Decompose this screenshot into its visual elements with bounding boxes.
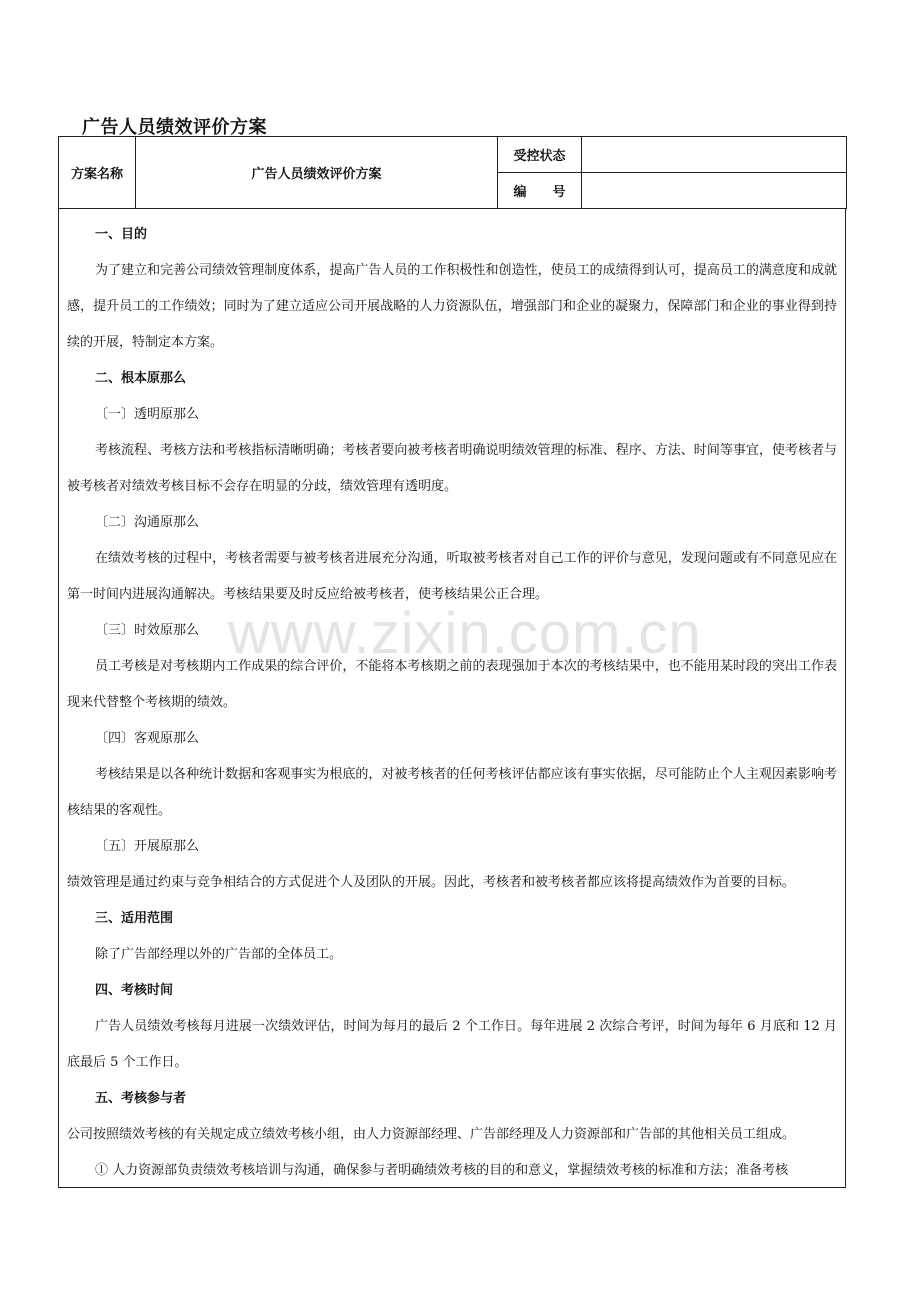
- section-heading-participants: 五、考核参与者: [95, 1091, 187, 1106]
- paragraph-purpose: 为了建立和完善公司绩效管理制度体系，提高广告人员的工作积极性和创造性，使员工的成绩得到认可，提高员工的满意度和成就感，提升员工的工作绩效；同时为了建立适应公司开展战略的人力资源队伍，增强部门和企业的凝聚力，保障部门和企业的事业得到持续的开展，特制定本方案。: [67, 263, 837, 350]
- paragraph-participants: 公司按照绩效考核的有关规定成立绩效考核小组，由人力资源部经理、广告部经理及人力资源部和广告部的其他相关员工组成。: [67, 1127, 796, 1142]
- principle-title-4: 〔四〕客观原那么: [95, 731, 200, 746]
- document-title: 广告人员绩效评价方案: [82, 117, 267, 138]
- principle-text-1: 考核流程、考核方法和考核指标清晰明确；考核者要向被考核者明确说明绩效管理的标准、程序、方法、时间等事宜，使考核者与被考核者对绩效考核目标不会存在明显的分歧，绩效管理有透明度。: [67, 443, 837, 494]
- control-status-label: 受控状态: [498, 137, 582, 173]
- paragraph-scope: 除了广告部经理以外的广告部的全体员工。: [95, 947, 343, 962]
- watermark: www.zixin.com.cn: [228, 601, 702, 666]
- section-heading-scope: 三、适用范围: [95, 911, 174, 926]
- header-table: [58, 136, 847, 209]
- principle-title-1: 〔一〕透明原那么: [95, 407, 200, 422]
- principle-text-5: 绩效管理是通过约束与竞争相结合的方式促进个人及团队的开展。因此，考核者和被考核者都应该将提高绩效作为首要的目标。: [67, 875, 796, 890]
- content-box: [58, 209, 846, 1188]
- number-value: [582, 173, 847, 209]
- section-heading-timing: 四、考核时间: [95, 983, 174, 998]
- principle-title-3: 〔三〕时效原那么: [95, 623, 200, 638]
- control-status-value: [582, 137, 847, 173]
- principle-text-2: 在绩效考核的过程中，考核者需要与被考核者进展充分沟通，听取被考核者对自己工作的评价与意见，发现问题或有不同意见应在第一时间内进展沟通解决。考核结果要及时反应给被考核者，使考核结果公正合理。: [67, 551, 837, 602]
- participants-item-1: ① 人力资源部负责绩效考核培训与沟通，确保参与者明确绩效考核的目的和意义，掌握绩效考核的标准和方法；准备考核: [95, 1163, 789, 1178]
- plan-name-value: 广告人员绩效评价方案: [136, 137, 498, 209]
- plan-name-label: 方案名称: [59, 137, 136, 209]
- paragraph-timing: 广告人员绩效考核每月进展一次绩效评估，时间为每月的最后 2 个工作日。每年进展 2 次综合考评，时间为每年 6 月底和 12 月底最后 5 个工作日。: [67, 1019, 837, 1070]
- section-heading-principles: 二、根本原那么: [95, 371, 187, 386]
- number-label: 编 号: [498, 173, 582, 209]
- principle-text-4: 考核结果是以各种统计数据和客观事实为根底的，对被考核者的任何考核评估都应该有事实依据，尽可能防止个人主观因素影响考核结果的客观性。: [67, 767, 837, 818]
- principle-text-3: 员工考核是对考核期内工作成果的综合评价，不能将本考核期之前的表现强加于本次的考核结果中，也不能用某时段的突出工作表现来代替整个考核期的绩效。: [67, 659, 837, 710]
- section-heading-purpose: 一、目的: [95, 227, 148, 242]
- principle-title-5: 〔五〕开展原那么: [95, 839, 200, 854]
- principle-title-2: 〔二〕沟通原那么: [95, 515, 200, 530]
